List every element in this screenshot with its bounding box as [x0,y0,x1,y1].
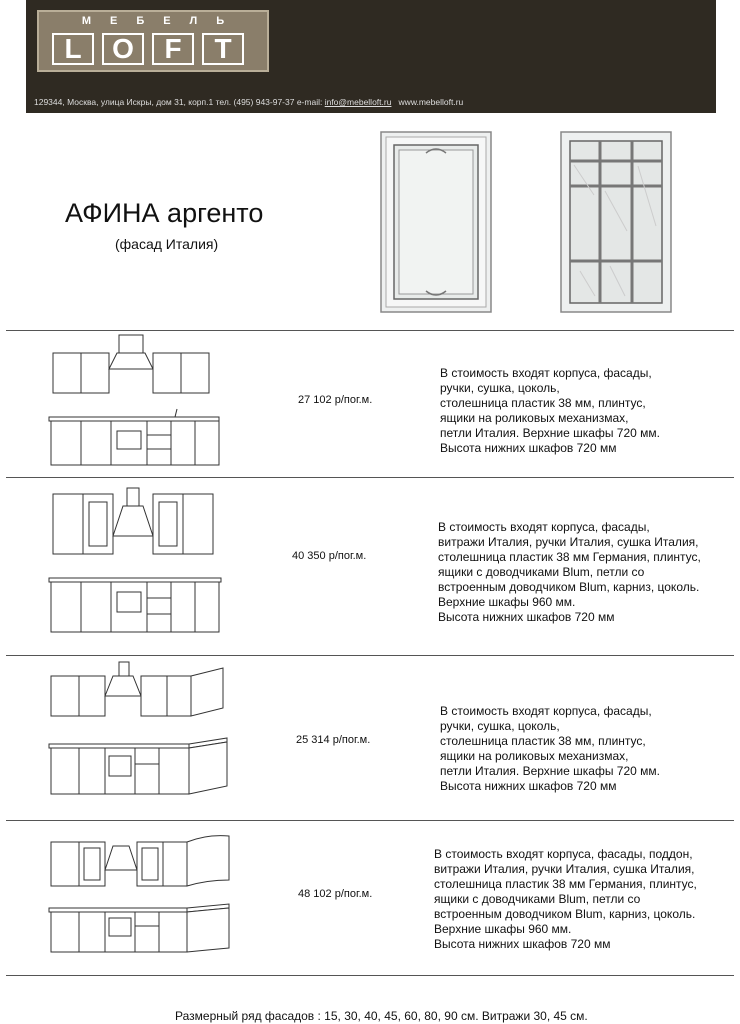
kitchen-sketch-corner-glass [47,830,232,970]
kitchen-sketch-straight-glass [47,486,232,646]
description-line: ящики с доводчиками Blum, петли со [438,565,645,579]
price-per-meter: 27 102 р/пог.м. [298,394,373,406]
description-line: столешница пластик 38 мм, плинтус, [440,396,646,410]
logo-letter: T [202,33,244,65]
option-description [434,847,697,952]
description-line: ручки, сушка, цоколь, [440,719,560,733]
description-line: встроенным доводчиком Blum, карниз, цоколь. [434,907,696,921]
option-description [440,366,660,456]
logo-letter: F [152,33,194,65]
option-description [438,520,701,625]
logo-top-text: МЕБЕЛЬ [81,15,244,27]
section-divider [6,820,734,821]
description-line: Высота нижних шкафов 720 мм [440,779,617,793]
glass-door-facade-image [560,131,672,313]
description-line: ящики на роликовых механизмах, [440,749,629,763]
section-divider [6,477,734,478]
description-line: столешница пластик 38 мм Германия, плинтус, [438,550,701,564]
description-line: петли Италия. Верхние шкафы 720 мм. [440,426,660,440]
description-line: ящики на роликовых механизмах, [440,411,629,425]
kitchen-sketch-corner [47,660,232,810]
section-divider [6,975,734,976]
description-line: Верхние шкафы 960 мм. [434,922,572,936]
description-line: столешница пластик 38 мм, плинтус, [440,734,646,748]
header-banner [26,0,716,113]
loft-logo [37,10,269,72]
description-line: петли Италия. Верхние шкафы 720 мм. [440,764,660,778]
solid-door-facade-image [380,131,492,313]
logo-letter: L [52,33,94,65]
description-line: В стоимость входят корпуса, фасады, [440,704,652,718]
description-line: Высота нижних шкафов 720 мм [434,937,611,951]
facade-sizes-footer: Размерный ряд фасадов : 15, 30, 40, 45, 60, 80, 90 см. Витражи 30, 45 см. [175,1009,588,1023]
description-line: ящики с доводчиками Blum, петли со [434,892,641,906]
description-line: столешница пластик 38 мм Германия, плинтус, [434,877,697,891]
email-link[interactable]: info@mebelloft.ru [324,97,392,107]
description-line: В стоимость входят корпуса, фасады, [438,520,650,534]
website-link[interactable]: www.mebelloft.ru [398,97,464,107]
option-description [440,704,660,794]
description-line: витражи Италия, ручки Италия, сушка Италия, [434,862,695,876]
price-per-meter: 25 314 р/пог.м. [296,734,371,746]
price-per-meter: 40 350 р/пог.м. [292,550,367,562]
logo-letter: O [102,33,144,65]
description-line: Высота нижних шкафов 720 мм [438,610,615,624]
description-line: Верхние шкафы 960 мм. [438,595,576,609]
logo-letters [52,33,244,65]
description-line: В стоимость входят корпуса, фасады, [440,366,652,380]
section-divider [6,330,734,331]
section-divider [6,655,734,656]
description-line: В стоимость входят корпуса, фасады, поддон, [434,847,693,861]
product-subtitle: (фасад Италия) [115,236,219,252]
price-per-meter: 48 102 р/пог.м. [298,888,373,900]
contact-line [34,97,463,107]
description-line: витражи Италия, ручки Италия, сушка Италия, [438,535,699,549]
description-line: встроенным доводчиком Blum, карниз, цоколь. [438,580,700,594]
kitchen-sketch-straight [47,333,232,473]
address-text: 129344, Москва, улица Искры, дом 31, корп.1 тел. (495) 943-97-37 e-mail: [34,97,325,107]
product-title: АФИНА аргенто [65,198,264,228]
description-line: ручки, сушка, цоколь, [440,381,560,395]
description-line: Высота нижних шкафов 720 мм [440,441,617,455]
